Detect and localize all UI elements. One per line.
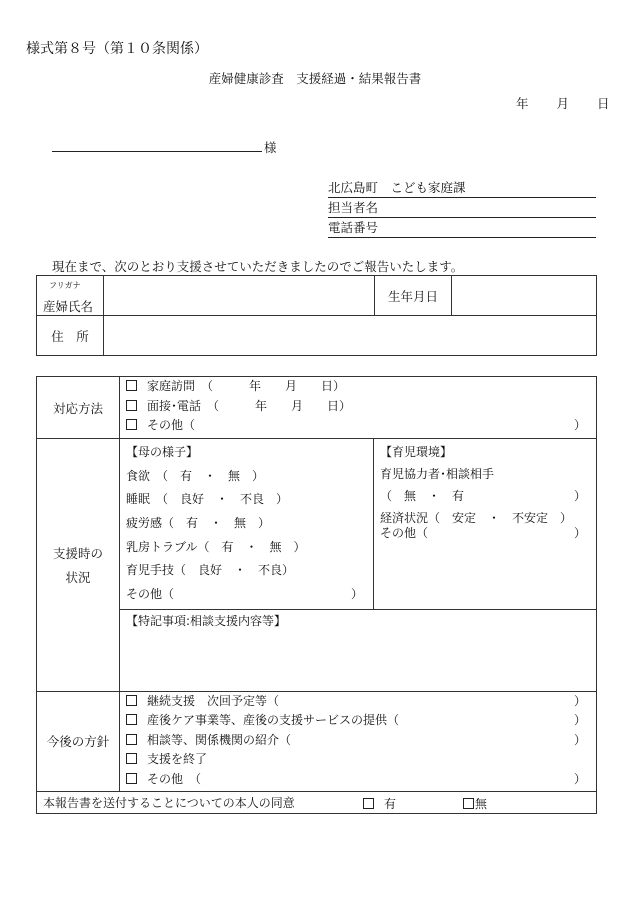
future-policy-label: 今後の方針 xyxy=(37,691,120,791)
birthdate-label: 生年月日 xyxy=(375,276,452,316)
date-year-label: 年 xyxy=(516,96,529,111)
recipient-honorific: 様 xyxy=(264,140,277,155)
intro-text: 現在まで、次のとおり支援させていただきましたのでご報告いたします。 xyxy=(52,259,464,274)
childcare-skill-item[interactable]: 育児手技（ 良好 ・ 不良） xyxy=(126,563,295,578)
consent-yes[interactable]: 有 xyxy=(363,795,396,812)
recipient-name-field[interactable] xyxy=(52,151,262,152)
consent-no[interactable]: 無 xyxy=(463,795,487,812)
support-person-choice[interactable]: （ 無 ・ 有 ） xyxy=(380,489,586,503)
date-day-label: 日 xyxy=(597,96,610,111)
option-postpartum-care[interactable]: 産後ケア事業等、産後の支援サービスの提供（ ） xyxy=(126,711,590,731)
date-month-label: 月 xyxy=(556,96,570,111)
childcare-environment-section xyxy=(374,439,597,610)
furigana-label: フリガナ xyxy=(49,281,81,290)
option-future-other[interactable]: その他 （ ） xyxy=(126,770,590,790)
address-label: 住 所 xyxy=(37,316,104,356)
checkbox-icon[interactable] xyxy=(126,419,137,430)
option-other[interactable]: その他（ ） xyxy=(126,416,590,436)
mother-header: 【母の様子】 xyxy=(126,445,199,459)
future-policy-options xyxy=(120,691,597,791)
checkbox-icon[interactable] xyxy=(363,798,374,809)
option-end-support[interactable]: 支援を終了 xyxy=(126,750,590,770)
address-input-cell[interactable] xyxy=(104,316,597,356)
env-other-item[interactable]: その他（ ） xyxy=(380,526,586,540)
option-home-visit[interactable]: 家庭訪問 （ 年 月 日） xyxy=(126,377,590,397)
checkbox-icon[interactable] xyxy=(126,734,137,745)
mother-other-item[interactable]: その他（ ） xyxy=(126,587,363,602)
option-referral[interactable]: 相談等、関係機関の紹介（ ） xyxy=(126,731,590,751)
person-in-charge-field[interactable]: 担当者名 xyxy=(328,198,596,218)
situation-label: 支援時の 状況 xyxy=(37,439,120,692)
birthdate-input-cell[interactable] xyxy=(452,276,597,316)
name-label-cell xyxy=(37,276,104,316)
report-date xyxy=(516,94,610,112)
response-method-label: 対応方法 xyxy=(37,377,120,439)
name-input-cell[interactable] xyxy=(104,276,375,316)
support-report-table xyxy=(36,376,597,814)
patient-info-table xyxy=(36,275,597,356)
response-method-options xyxy=(120,377,597,439)
checkbox-icon[interactable] xyxy=(126,753,137,764)
special-notes-header: 【特記事項:相談支援内容等】 xyxy=(126,613,287,628)
checkbox-icon[interactable] xyxy=(126,400,137,411)
env-header: 【育児環境】 xyxy=(380,445,453,459)
option-continued-support[interactable]: 継続支援 次回予定等（ ） xyxy=(126,692,590,712)
name-label: 産婦氏名 xyxy=(43,299,94,314)
form-number: 様式第８号（第１０条関係） xyxy=(26,41,208,57)
sender-office: 北広島町 こども家庭課 xyxy=(328,178,596,198)
appetite-item[interactable]: 食欲 （ 有 ・ 無 ） xyxy=(126,468,265,483)
option-interview-phone[interactable]: 面接･電話 （ 年 月 日） xyxy=(126,397,590,417)
mother-condition-section xyxy=(120,439,374,610)
breast-trouble-item[interactable]: 乳房トラブル（ 有 ・ 無 ） xyxy=(126,539,306,554)
checkbox-icon[interactable] xyxy=(126,773,137,784)
consent-text: 本報告書を送付することについての本人の同意 xyxy=(43,795,295,810)
support-person-item: 育児協力者･相談相手 xyxy=(380,467,495,481)
sleep-item[interactable]: 睡眠 （ 良好 ・ 不良 ） xyxy=(126,492,289,507)
checkbox-icon[interactable] xyxy=(463,798,474,809)
document-title: 産婦健康診査 支援経過・結果報告書 xyxy=(208,71,422,86)
fatigue-item[interactable]: 疲労感（ 有 ・ 無 ） xyxy=(126,516,271,531)
economic-status-item[interactable]: 経済状況（ 安定 ・ 不安定 ） xyxy=(380,511,573,525)
checkbox-icon[interactable] xyxy=(126,714,137,725)
consent-row xyxy=(37,791,597,813)
phone-number-field[interactable]: 電話番号 xyxy=(328,218,596,238)
checkbox-icon[interactable] xyxy=(126,380,137,391)
special-notes-section[interactable] xyxy=(120,609,597,691)
checkbox-icon[interactable] xyxy=(126,695,137,706)
